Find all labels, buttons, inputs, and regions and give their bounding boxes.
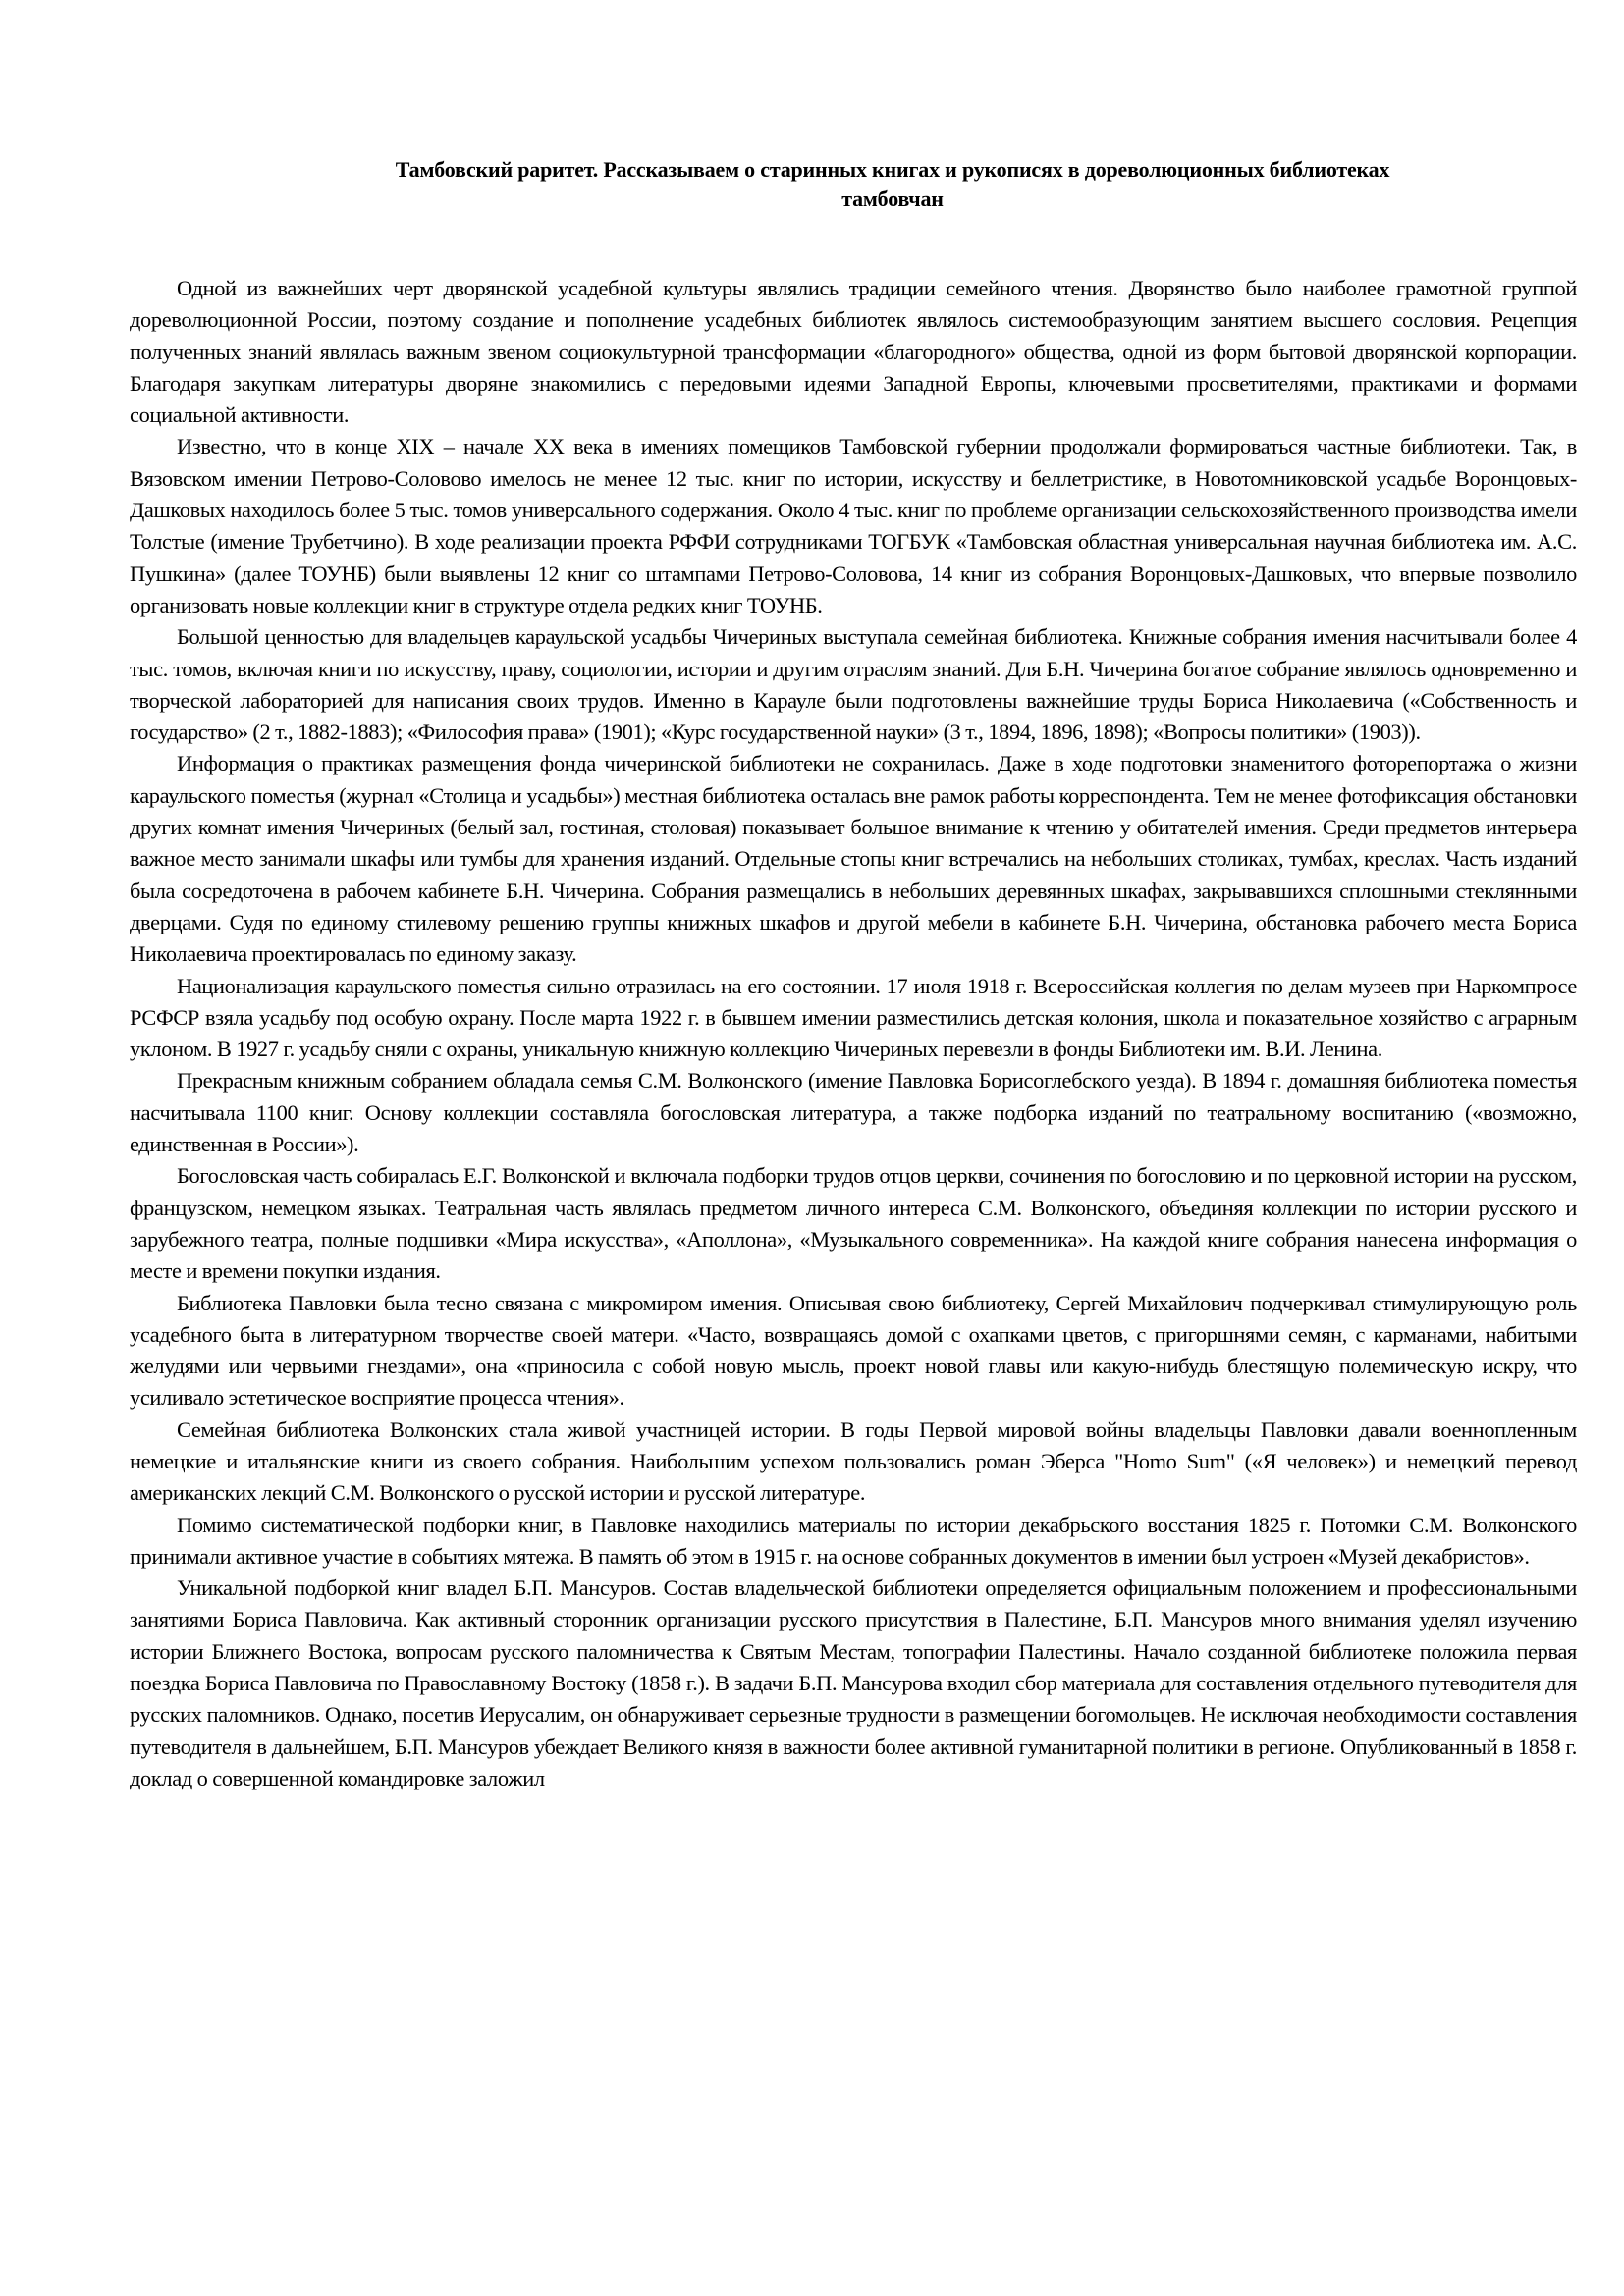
paragraph: Семейная библиотека Волконских стала живой участницей истории. В годы Первой мировой войны владельцы Павловки давали военнопленным немецкие и итальянские книги из своего собрания. Наибольшим успехом пользовались роман Эберса "Homo Sum" («Я человек») и немецкий перевод американских лекций С.М. Волконского о русской истории и русской литературе. [130,1416,1577,1506]
paragraph: Одной из важнейших черт дворянской усадебной культуры являлись традиции семейного чтения. Дворянство было наиболее грамотной группой дореволюционной России, поэтому создание и пополнение усадебных библиотек являлось системообразующим занятием высшего сословия. Рецепция полученных знаний являлась важным звеном социокультурной трансформации «благородного» общества, одной из форм бытовой дворянской корпорации. Благодаря закупкам литературы дворяне знакомились с передовыми идеями Западной Европы, ключевыми просветителями, практиками и формами социальной активности. [130,276,1577,428]
paragraph: Помимо систематической подборки книг, в Павловке находились материалы по истории декабрьского восстания 1825 г. Потомки С.М. Волконского принимали активное участие в событиях мятежа. В память об этом в 1915 г. на основе собранных документов в имении был устроен «Музей декабристов». [130,1512,1577,1569]
document-page [130,155,1577,1794]
paragraph: Информация о практиках размещения фонда чичеринской библиотеки не сохранилась. Даже в ходе подготовки знаменитого фоторепортажа о жизни караульского поместья (журнал «Столица и усадьбы») местная библиотека осталась вне рамок работы корреспондента. Тем не менее фотофиксация обстановки других комнат имения Чичериных (белый зал, гостиная, столовая) показывает большое внимание к чтению у обитателей имения. Среди предметов интерьера важное место занимали шкафы или тумбы для хранения изданий. Отдельные стопы книг встречались на небольших столиках, тумбах, креслах. Часть изданий была сосредоточена в рабочем кабинете Б.Н. Чичерина. Собрания размещались в небольших деревянных шкафах, закрывавшихся сплошными стеклянными дверцами. Судя по единому стилевому решению группы книжных шкафов и другой мебели в кабинете Б.Н. Чичерина, обстановка рабочего места Бориса Николаевича проектировалась по единому заказу. [130,751,1577,967]
paragraph: Известно, что в конце XIX – начале XX века в имениях помещиков Тамбовской губернии продолжали формироваться частные библиотеки. Так, в Вязовском имении Петрово-Соловово имелось не менее 12 тыс. книг по истории, искусству и беллетристике, в Новотомниковской усадьбе Воронцовых-Дашковых находилось более 5 тыс. томов универсального содержания. Около 4 тыс. книг по проблеме организации сельскохозяйственного производства имели Толстые (имение Трубетчино). В ходе реализации проекта РФФИ сотрудниками ТОГБУК «Тамбовская областная универсальная научная библиотека им. А.С. Пушкина» (далее ТОУНБ) были выявлены 12 книг со штампами Петрово-Соловова, 14 книг из собрания Воронцовых-Дашковых, что впервые позволило организовать новые коллекции книг в структуре отдела редких книг ТОУНБ. [130,434,1577,617]
title-line-1: Тамбовский раритет. Рассказываем о старинных книгах и рукописях в дореволюционных библиотеках [395,157,1390,182]
title-line-2: тамбовчан [841,187,944,211]
paragraph: Уникальной подборкой книг владел Б.П. Мансуров. Состав владельческой библиотеки определяется официальным положением и профессиональными занятиями Бориса Павловича. Как активный сторонник организации русского присутствия в Палестине, Б.П. Мансуров много внимания уделял изучению истории Ближнего Востока, вопросам русского паломничества к Святым Местам, топографии Палестины. Начало созданной библиотеке положила первая поездка Бориса Павловича по Православному Востоку (1858 г.). В задачи Б.П. Мансурова входил сбор материала для составления отдельного путеводителя для русских паломников. Однако, посетив Иерусалим, он обнаруживает серьезные трудности в размещении богомольцев. Не исключая необходимости составления путеводителя в дальнейшем, Б.П. Мансуров убеждает Великого князя в важности более активной гуманитарной политики в регионе. Опубликованный в 1858 г. доклад о совершенной командировке заложил [130,1575,1577,1790]
paragraph: Национализация караульского поместья сильно отразилась на его состоянии. 17 июля 1918 г. Всероссийская коллегия по делам музеев при Наркомпросе РСФСР взяла усадьбу под особую охрану. После марта 1922 г. в бывшем имении разместились детская колония, школа и показательное хозяйство с аграрным уклоном. В 1927 г. усадьбу сняли с охраны, уникальную книжную коллекцию Чичериных перевезли в фонды Библиотеки им. В.И. Ленина. [130,973,1577,1062]
paragraph: Прекрасным книжным собранием обладала семья С.М. Волконского (имение Павловка Борисоглебского уезда). В 1894 г. домашняя библиотека поместья насчитывала 1100 книг. Основу коллекции составляла богословская литература, а также подборка изданий по театральному воспитанию («возможно, единственная в России»). [130,1068,1577,1157]
document-title [208,155,1577,214]
document-body [130,273,1577,1794]
paragraph: Большой ценностью для владельцев караульской усадьбы Чичериных выступала семейная библиотека. Книжные собрания имения насчитывали более 4 тыс. томов, включая книги по искусству, праву, социологии, истории и другим отраслям знаний. Для Б.Н. Чичерина богатое собрание являлось одновременно и творческой лабораторией для написания своих трудов. Именно в Карауле были подготовлены важнейшие труды Бориса Николаевича («Собственность и государство» (2 т., 1882-1883); «Философия права» (1901); «Курс государственной науки» (3 т., 1894, 1896, 1898); «Вопросы политики» (1903)). [130,624,1577,745]
paragraph: Богословская часть собиралась Е.Г. Волконской и включала подборки трудов отцов церкви, сочинения по богословию и по церковной истории на русском, французском, немецком языках. Театральная часть являлась предметом личного интереса С.М. Волконского, объединяя коллекции по истории русского и зарубежного театра, полные подшивки «Мира искусства», «Аполлона», «Музыкального современника». На каждой книге собрания нанесена информация о месте и времени покупки издания. [130,1163,1577,1284]
paragraph: Библиотека Павловки была тесно связана с микромиром имения. Описывая свою библиотеку, Сергей Михайлович подчеркивал стимулирующую роль усадебного быта в литературном творчестве своей матери. «Часто, возвращаясь домой с охапками цветов, с пригоршнями семян, с карманами, набитыми желудями или червьими гнездами», она «приносила с собой новую мысль, проект новой главы или какую-нибудь блестящую полемическую искру, что усиливало эстетическое восприятие процесса чтения». [130,1290,1577,1411]
